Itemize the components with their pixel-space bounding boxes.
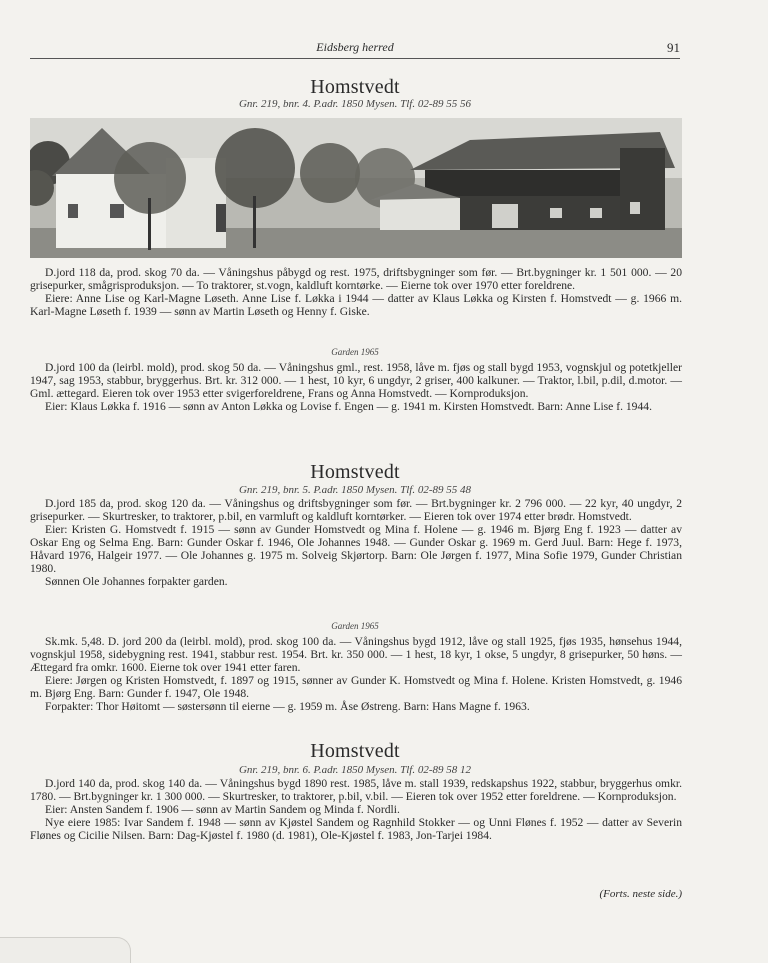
paragraph: D.jord 185 da, prod. skog 120 da. — Våningshus og driftsbygninger som før. — Brt.bygninger kr. 2 796 000. — 22 kyr, 40 ungdyr, 2 grisepurker. — Skurtresker, to traktorer, p.bil, en varmluft og kaldluft korntørker. — Eieren tok over 1974 etter brødr. Homstvedt. <box>30 497 682 523</box>
paragraph: Eier: Ansten Sandem f. 1906 — sønn av Martin Sandem og Minda f. Nordli. <box>45 803 400 816</box>
farm-subtitle: Gnr. 219, bnr. 4. P.adr. 1850 Mysen. Tlf. 02-89 55 56 <box>238 98 472 110</box>
farm-subtitle: Gnr. 219, bnr. 5. P.adr. 1850 Mysen. Tlf. 02-89 55 48 <box>238 484 472 496</box>
farm-subtitle: Gnr. 219, bnr. 6. P.adr. 1850 Mysen. Tlf. 02-89 58 12 <box>238 764 472 776</box>
running-title: Eidsberg herred <box>316 40 394 54</box>
section-text <box>30 266 682 318</box>
paragraph: Eiere: Jørgen og Kristen Homstvedt, f. 1897 og 1915, sønner av Gunder K. Homstvedt og Mina f. Holene. Kristen Homstvedt, g. 1946 m. Bjørg Eng. Barn: Gunder f. 1947, Ole 1948. <box>30 674 682 700</box>
garden-text <box>30 361 682 413</box>
farm-title: Homstvedt <box>310 76 400 98</box>
page-tab <box>0 937 131 963</box>
farm-photo <box>30 118 682 258</box>
paragraph: Forpakter: Thor Høitomt — søstersønn til eierne — g. 1959 m. Åse Østreng. Barn: Hans Magne f. 1963. <box>45 700 530 713</box>
paragraph: D.jord 100 da (leirbl. mold), prod. skog 50 da. — Våningshus gml., rest. 1958, låve m. fjøs og stall bygd 1953, vognskjul og potetkjeller 1947, sag 1953, stabbur, bryggerhus. Brt. kr. 312 000. — 1 hest, 10 kyr, 6 ungdyr, 2 griser, 400 kalkuner. — Traktor, l.bil, p.dil, d.motor. — Gml. ættegard. Eieren tok over 1953 etter svigerforeldrene, Frans og Anna Homstvedt. — Kornproduksjon. <box>30 361 682 400</box>
paragraph: D.jord 140 da, prod. skog 140 da. — Våningshus bygd 1890 rest. 1985, låve m. stall 1939, redskapshus 1922, stabbur, bryggerhus omkr. 1780. — Brt.bygninger kr. 1 300 000. — Skurtresker, to traktorer, p.bil, v.bil. — Eieren tok over 1952 etter foreldrene. — Kornproduksjon. <box>30 777 682 803</box>
section-text <box>30 777 682 842</box>
paragraph: Eier: Klaus Løkka f. 1916 — sønn av Anton Løkka og Lovise f. Engen — g. 1941 m. Kirsten Homstvedt. Barn: Anne Lise f. 1944. <box>45 400 652 413</box>
continued-note: (Forts. neste side.) <box>599 888 682 900</box>
section-text <box>30 497 682 588</box>
running-head <box>30 38 680 59</box>
farm-title: Homstvedt <box>310 461 400 483</box>
paragraph: D.jord 118 da, prod. skog 70 da. — Våningshus påbygd og rest. 1975, driftsbygninger som før. — Brt.bygninger kr. 1 501 000. — 20 grisepurker, smågrisproduksjon. — To traktorer, st.vogn, kaldluft korntørke. — Eierne tok over 1970 etter foreldrene. <box>30 266 682 292</box>
paragraph: Nye eiere 1985: Ivar Sandem f. 1948 — sønn av Kjøstel Sandem og Ragnhild Stokker — og Unni Flønes f. 1952 — datter av Severin Flønes og Cicilie Nilsen. Barn: Dag-Kjøstel f. 1980 (d. 1981), Ole-Kjøstel f. 1983, Jon-Tarjei 1984. <box>30 816 682 842</box>
paragraph: Eier: Kristen G. Homstvedt f. 1915 — sønn av Gunder Homstvedt og Mina f. Holene — g. 1946 m. Bjørg Eng f. 1923 — datter av Oskar Eng og Selma Eng. Barn: Gunder Oskar f. 1946, Ole Johannes 1948. — Gunder Oskar g. 1969 m. Gerd Juul. Barn: Hege f. 1973, Håvard 1976, Halgeir 1977. — Ole Johannes g. 1975 m. Solveig Skjørtorp. Barn: Ole Jørgen f. 1977, Mina Sofie 1979, Gunder Christian 1980. <box>30 523 682 575</box>
paragraph: Eiere: Anne Lise og Karl-Magne Løseth. Anne Lise f. Løkka i 1944 — datter av Klaus Løkka og Kirsten f. Homstvedt — g. 1966 m. Karl-Magne Løseth f. 1939 — sønn av Martin Løseth og Henny f. Giske. <box>30 292 682 318</box>
paragraph: Sønnen Ole Johannes forpakter garden. <box>45 575 228 588</box>
garden-text <box>30 635 682 713</box>
farm-title: Homstvedt <box>310 740 400 762</box>
garden-label: Garden 1965 <box>331 621 379 631</box>
garden-label: Garden 1965 <box>331 347 379 357</box>
paragraph: Sk.mk. 5,48. D. jord 200 da (leirbl. mold), prod. skog 100 da. — Våningshus bygd 1912, låve og stall 1925, fjøs 1935, hønsehus 1944, vognskjul 1958, sidebygning rest. 1941, stabbur rest. 1954. Brt. kr. 350 000. — 1 hest, 18 kyr, 1 okse, 5 ungdyr, 8 grisepurker, 50 høns. — Ættegard fra omkr. 1600. Eierne tok over 1941 etter faren. <box>30 635 682 674</box>
page-number: 91 <box>667 40 680 55</box>
